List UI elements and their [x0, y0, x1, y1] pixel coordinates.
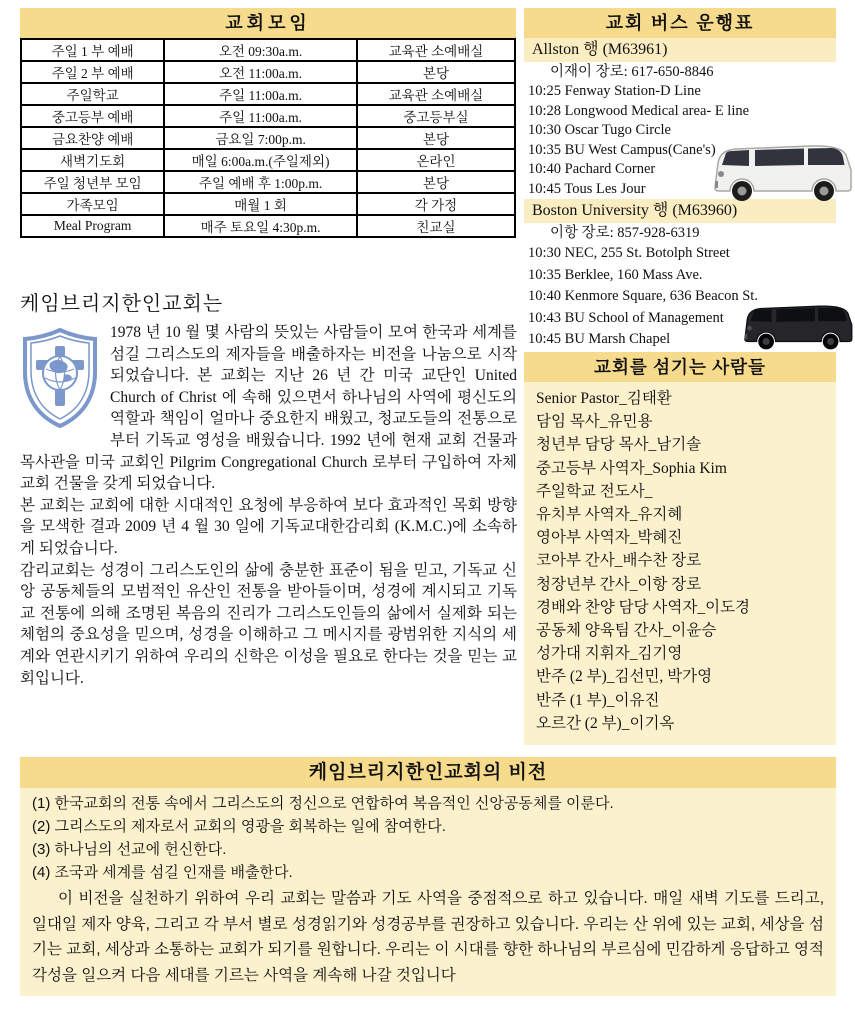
about-paragraph: 감리교회는 성경이 그리스도인의 삶에 충분한 표준이 됨을 믿고, 기독교 신앙 공동체들의 모범적인 유산인 전통을 받아들이며, 성경에 계시되고 기독교 전통에 의해 조명된 복음의 진리가 그리스도인들의 삶에서 실제화 되는 체험의 중요성을 믿으며, 성경을 이해하고 그 메시지를 광범위한 지식의 세계와 연관시키기 위하여 우리의 신학은 이성을 필요로 한다는 것을 믿는 교회입니다. — [20, 561, 517, 687]
bus-stop: 10:30 NEC, 255 St. Botolph Street — [528, 245, 730, 261]
meeting-name: 주일 2 부 예배 — [21, 61, 164, 83]
table-row — [21, 61, 515, 83]
staff-member: 주일학교 전도사_ — [536, 482, 653, 500]
meeting-place: 친교실 — [357, 215, 515, 237]
table-row — [21, 39, 515, 61]
meeting-place: 교육관 소예배실 — [357, 83, 515, 105]
meeting-name: 중고등부 예배 — [21, 105, 164, 127]
staff-member: Senior Pastor_김태환 — [536, 390, 672, 407]
staff-member: 담임 목사_유민용 — [536, 413, 653, 431]
staff-section — [524, 352, 836, 745]
staff-member: 경배와 찬양 담당 사역자_이도경 — [536, 598, 751, 616]
staff-member: 유치부 사역자_유지혜 — [536, 506, 683, 524]
meeting-name: 새벽기도회 — [21, 149, 164, 171]
meeting-time: 오전 09:30a.m. — [164, 39, 357, 61]
meeting-time: 주일 11:00a.m. — [164, 83, 357, 105]
staff-member: 코아부 간사_배수찬 장로 — [536, 552, 702, 570]
staff-title: 교회를 섬기는 사람들 — [524, 352, 836, 382]
meeting-name: 금요찬양 예배 — [21, 127, 164, 149]
bus-stop: 10:43 BU School of Management — [528, 309, 724, 326]
meeting-place: 본당 — [357, 61, 515, 83]
route-contact: 이재이 장로: 617-650-8846 — [550, 64, 714, 80]
meetings-title: 교회모임 — [20, 8, 516, 38]
meetings-table — [20, 38, 516, 238]
staff-member: 성가대 지휘자_김기영 — [536, 645, 683, 663]
vision-item: (3) 하나님의 선교에 헌신한다. — [32, 841, 227, 858]
staff-member: 오르간 (2 부)_이기옥 — [536, 714, 675, 732]
meeting-place: 본당 — [357, 127, 515, 149]
about-paragraph: 1978 년 10 월 몇 사람의 뜻있는 사람들이 모여 한국과 세계를 섬길 그리스도의 제자들을 배출하자는 비전을 나눔으로 시작되었습니다. 본 교회는 지난 26 년 간 미국 교단인 United Church of Christ 에 속해 있으면서 하나님의 사역에 평신도의 역할과 책임이 얼마나 중요한지 배웠고, 청교도들의 전통으로부터 기독교 영성을 배웠습니다. 1992 년에 현재 교회 건물과 목사관을 미국 교회인 Pilgrim Congregational Church 로부터 구입하여 자체 교회 건물을 갖게 되었습니다. — [20, 324, 517, 493]
staff-member: 공동체 양육팀 간사_이윤승 — [536, 622, 717, 640]
table-row — [21, 215, 515, 237]
meeting-name: 주일학교 — [21, 83, 164, 105]
route-header: Allston 행 (M63961) — [524, 38, 836, 62]
vision-title: 케임브리지한인교회의 비전 — [20, 757, 836, 788]
bus-stop: 10:45 Tous Les Jour — [528, 180, 646, 197]
meeting-time: 오전 11:00a.m. — [164, 61, 357, 83]
bus-stop: 10:25 Fenway Station-D Line — [528, 83, 701, 99]
vision-paragraph: 이 비전을 실천하기 위하여 우리 교회는 말씀과 기도 사역을 중점적으로 하고 있습니다. 매일 새벽 기도를 드리고, 일대일 제자 양육, 그리고 각 부서 별로 성경읽기와 성경공부를 권장하고 있습니다. 우리는 산 위에 있는 교회, 세상을 섬기는 교회, 세상과 소통하는 교회가 되기를 원합니다. 우리는 이 시대를 향한 하나님의 부르심에 민감하게 응답하고 영적 각성을 일으켜 다음 세대를 기르는 사역을 계속해 나갈 것입니다 — [32, 890, 824, 984]
bus-stop: 10:30 Oscar Tugo Circle — [528, 122, 671, 138]
staff-member: 중고등부 사역자_Sophia Kim — [536, 459, 727, 477]
table-row — [21, 127, 515, 149]
church-shield-logo-icon — [20, 326, 100, 430]
meeting-name: 주일 청년부 모임 — [21, 171, 164, 193]
vision-section — [20, 757, 836, 996]
meeting-place: 온라인 — [357, 149, 515, 171]
bus-stop: 10:40 Kenmore Square, 636 Beacon St. — [528, 288, 758, 304]
staff-list — [524, 382, 836, 745]
vision-item: (2) 그리스도의 제자로서 교회의 영광을 회복하는 일에 참여한다. — [32, 818, 446, 835]
meeting-name: Meal Program — [21, 215, 164, 237]
table-row — [21, 149, 515, 171]
about-paragraph: 본 교회는 교회에 대한 시대적인 요청에 부응하여 보다 효과적인 목회 방향을 모색한 결과 2009 년 4 월 30 일에 기독교대한감리회 (K.M.C.)에 소속하게 되었습니다. — [20, 496, 517, 557]
meeting-name: 주일 1 부 예배 — [21, 39, 164, 61]
table-row — [21, 83, 515, 105]
route-contact: 이항 장로: 857-928-6319 — [550, 225, 700, 241]
staff-member: 청장년부 간사_이항 장로 — [536, 575, 702, 593]
bus-stop: 10:40 Pachard Corner — [528, 161, 656, 177]
bus-stop: 10:35 Berklee, 160 Mass Ave. — [528, 266, 703, 283]
black-van-icon — [737, 299, 855, 351]
meeting-place: 교육관 소예배실 — [357, 39, 515, 61]
meeting-time: 주일 11:00a.m. — [164, 105, 357, 127]
meeting-time: 매일 6:00a.m.(주일제외) — [164, 149, 357, 171]
table-row — [21, 193, 515, 215]
staff-member: 청년부 담당 목사_남기솔 — [536, 436, 702, 454]
bus-stop: 10:35 BU West Campus(Cane's) — [528, 141, 716, 158]
vision-body — [20, 788, 836, 996]
bus-schedule-title: 교회 버스 운행표 — [524, 8, 836, 38]
meeting-place: 중고등부실 — [357, 105, 515, 127]
meeting-place: 각 가정 — [357, 193, 515, 215]
bus-stop: 10:45 BU Marsh Chapel — [528, 331, 671, 347]
route-header: Boston University 행 (M63960) — [524, 199, 836, 223]
meeting-name: 가족모임 — [21, 193, 164, 215]
white-van-icon — [705, 138, 855, 202]
meeting-time: 매주 토요일 4:30p.m. — [164, 215, 357, 237]
staff-member: 반주 (2 부)_김선민, 박가영 — [536, 668, 713, 686]
table-row — [21, 105, 515, 127]
about-heading: 케임브리지한인교회는 — [20, 293, 224, 315]
bus-stop: 10:28 Longwood Medical area- E line — [528, 102, 750, 119]
staff-member: 반주 (1 부)_이유진 — [536, 691, 660, 709]
meeting-time: 매월 1 회 — [164, 193, 357, 215]
vision-item: (1) 한국교회의 전통 속에서 그리스도의 정신으로 연합하여 복음적인 신앙공동체를 이룬다. — [32, 795, 614, 812]
meetings-section — [20, 8, 516, 238]
about-section — [20, 287, 517, 689]
meeting-place: 본당 — [357, 171, 515, 193]
staff-member: 영아부 사역자_박혜진 — [536, 529, 683, 547]
meeting-time: 금요일 7:00p.m. — [164, 127, 357, 149]
table-row — [21, 171, 515, 193]
vision-item: (4) 조국과 세계를 섬길 인재를 배출한다. — [32, 864, 293, 881]
meeting-time: 주일 예배 후 1:00p.m. — [164, 171, 357, 193]
